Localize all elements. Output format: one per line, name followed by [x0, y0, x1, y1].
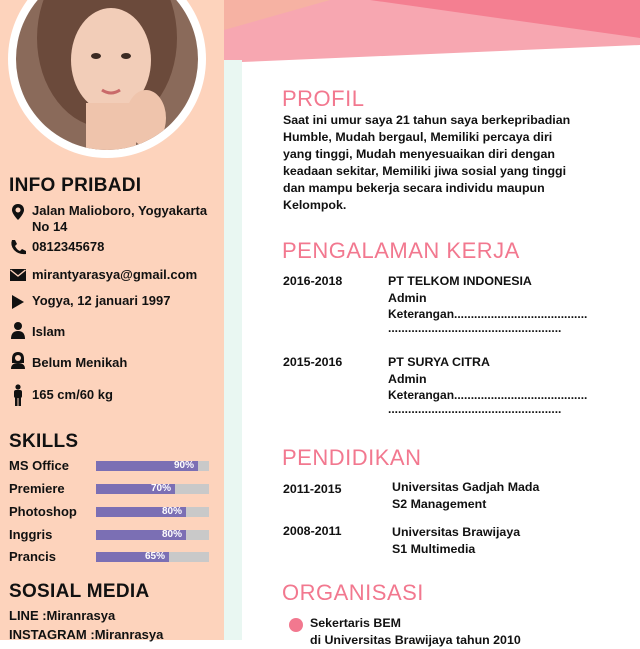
profile-heading: PROFIL — [282, 86, 365, 111]
body-text: 165 cm/60 kg — [32, 387, 113, 402]
education-heading: PENDIDIKAN — [282, 445, 422, 470]
work-role: Admin — [388, 291, 427, 305]
work-years: 2015-2016 — [283, 355, 343, 369]
birth-text: Yogya, 12 januari 1997 — [32, 293, 171, 308]
work-dots: .................................................... — [388, 402, 562, 416]
social-heading: SOSIAL MEDIA — [9, 581, 150, 602]
woman-icon — [9, 351, 27, 369]
skill-percent: 70% — [151, 483, 172, 494]
skill-percent: 80% — [162, 529, 183, 540]
info-heading: INFO PRIBADI — [9, 175, 142, 196]
address-line-1: Jalan Malioboro, Yogyakarta — [32, 203, 208, 218]
email-text: mirantyarasya@gmail.com — [32, 267, 198, 282]
skill-bar — [96, 507, 209, 517]
organization-title: Sekertaris BEM — [310, 616, 401, 630]
person-icon — [9, 321, 27, 339]
profile-line: Humble, Mudah bergaul, Memiliki percaya diri — [283, 130, 553, 144]
profile-line: keadaan sekitar, Memiliki jiwa sosial yang tinggi — [283, 164, 567, 178]
skill-percent: 80% — [162, 506, 183, 517]
work-company: PT SURYA CITRA — [388, 355, 490, 369]
address-row — [9, 203, 27, 226]
skill-name: MS Office — [9, 458, 69, 473]
bullet-dot-icon — [289, 618, 303, 632]
skill-bar — [96, 530, 209, 540]
envelope-icon — [9, 266, 27, 284]
education-entry — [392, 479, 539, 513]
organization-heading: ORGANISASI — [282, 580, 424, 605]
play-triangle-icon — [9, 293, 27, 311]
work-years: 2016-2018 — [283, 274, 343, 288]
work-note: Keterangan........................................ — [388, 307, 588, 321]
education-school: Universitas Gadjah Mada — [392, 480, 540, 494]
birth-row — [9, 293, 27, 316]
work-entry — [388, 273, 630, 335]
education-degree: S1 Multimedia — [392, 542, 476, 556]
education-degree: S2 Management — [392, 497, 487, 511]
religion-row — [9, 321, 27, 344]
social-instagram: INSTAGRAM :Miranrasya — [9, 627, 164, 642]
skills-heading: SKILLS — [9, 431, 79, 452]
skill-bar — [96, 552, 209, 562]
social-line: LINE :Miranrasya — [9, 608, 116, 623]
standing-person-icon — [9, 384, 27, 406]
skill-name: Photoshop — [9, 504, 77, 519]
phone-row — [9, 238, 27, 261]
mint-stripe — [224, 60, 242, 640]
phone-icon — [9, 238, 27, 256]
organization-detail: di Universitas Brawijaya tahun 2010 — [310, 633, 521, 647]
work-heading: PENGALAMAN KERJA — [282, 238, 520, 263]
work-note: Keterangan........................................ — [388, 388, 588, 402]
marital-row — [9, 351, 27, 374]
skill-name: Premiere — [9, 481, 65, 496]
education-school: Universitas Brawijaya — [392, 525, 521, 539]
education-years: 2008-2011 — [283, 524, 342, 538]
skill-percent: 90% — [174, 460, 195, 471]
profile-line: Saat ini umur saya 21 tahun saya berkepribadian — [283, 113, 571, 127]
skill-name: Inggris — [9, 527, 53, 542]
skill-bar — [96, 461, 209, 471]
education-entry — [392, 524, 520, 558]
skill-bar — [96, 484, 209, 494]
work-role: Admin — [388, 372, 427, 386]
email-row — [9, 266, 27, 289]
location-pin-icon — [9, 203, 27, 221]
work-entry — [388, 354, 630, 416]
marital-text: Belum Menikah — [32, 355, 128, 370]
profile-line: Kelompok. — [283, 198, 347, 212]
work-company: PT TELKOM INDONESIA — [388, 274, 532, 288]
skill-name: Prancis — [9, 549, 56, 564]
work-dots: .................................................... — [388, 321, 562, 335]
profile-line: yang tinggi, Mudah menyesuaikan diri dengan — [283, 147, 555, 161]
profile-text — [283, 112, 633, 214]
religion-text: Islam — [32, 324, 66, 339]
address-line-2: No 14 — [32, 219, 68, 234]
phone-text: 0812345678 — [32, 239, 105, 254]
body-row — [9, 384, 27, 411]
profile-line: dan mampu bekerja secara individu maupun — [283, 181, 545, 195]
skill-percent: 65% — [145, 551, 166, 562]
education-years: 2011-2015 — [283, 482, 342, 496]
